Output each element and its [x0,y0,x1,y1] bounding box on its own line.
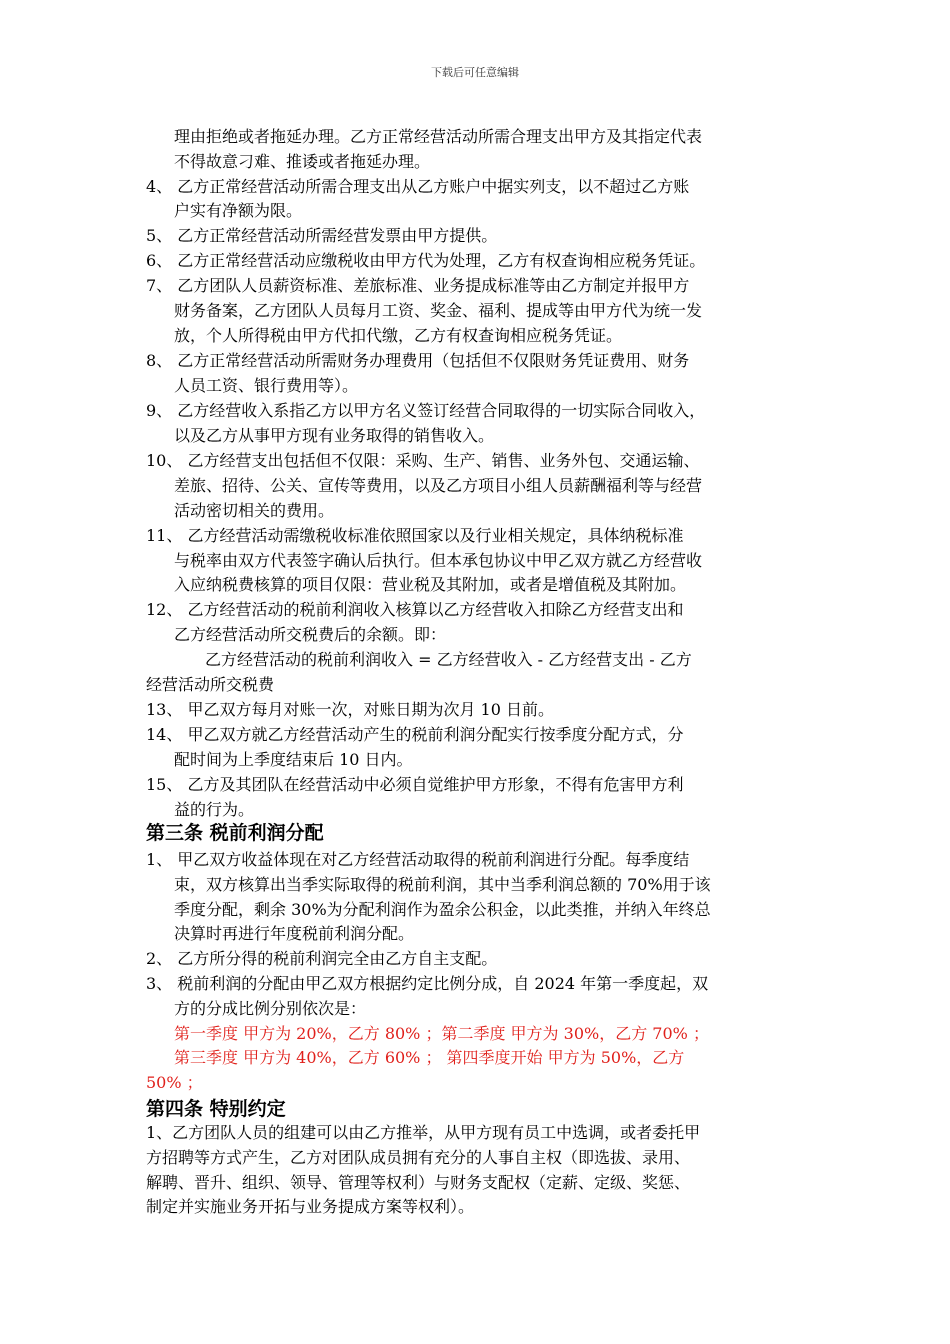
text-line: 解聘、晋升、组织、领导、管理等权利）与财务支配权（定薪、定级、奖惩、 [146,1173,691,1192]
text-line: 2、 乙方所分得的税前利润完全由乙方自主支配。 [146,949,498,968]
text-line: 季度分配，剩余 30%为分配利润作为盈余公积金，以此类推，并纳入年终总 [174,900,711,919]
text-line: 1、 甲乙双方收益体现在对乙方经营活动取得的税前利润进行分配。每季度结 [146,850,690,869]
text-line: 制定并实施业务开拓与业务提成方案等权利）。 [146,1197,475,1216]
text-line: 方的分成比例分别依次是： [174,999,367,1018]
text-line: 12、 乙方经营活动的税前利润收入核算以乙方经营收入扣除乙方经营支出和 [146,600,684,619]
text-line: 人员工资、银行费用等）。 [174,376,359,395]
text-line: 13、 甲乙双方每月对账一次，对账日期为次月 10 日前。 [146,700,554,719]
text-line: 10、 乙方经营支出包括但不仅限：采购、生产、销售、业务外包、交通运输、 [146,451,700,470]
text-line: 乙方经营活动的税前利润收入 = 乙方经营收入 - 乙方经营支出 - 乙方 [205,650,692,669]
text-line: 户实有净额为限。 [174,201,303,220]
text-line: 配时间为上季度结束后 10 日内。 [174,750,413,769]
text-line: 理由拒绝或者拖延办理。乙方正常经营活动所需合理支出甲方及其指定代表 [174,127,703,146]
text-line: 50% ； [146,1073,203,1092]
text-line: 11、 乙方经营活动需缴税收标准依照国家以及行业相关规定，具体纳税标准 [146,526,684,545]
text-line: 放，个人所得税由甲方代扣代缴，乙方有权查询相应税务凭证。 [174,326,623,345]
text-line: 3、 税前利润的分配由甲乙双方根据约定比例分成，自 2024 年第一季度起，双 [146,974,709,993]
text-line: 9、 乙方经营收入系指乙方以甲方名义签订经营合同取得的一切实际合同收入， [146,401,706,420]
text-line: 不得故意刁难、推诿或者拖延办理。 [174,152,431,171]
text-line: 财务备案，乙方团队人员每月工资、奖金、福利、提成等由甲方代为统一发 [174,301,703,320]
text-line: 6、 乙方正常经营活动应缴税收由甲方代为处理，乙方有权查询相应税务凭证。 [146,251,706,270]
text-line: 束，双方核算出当季实际取得的税前利润，其中当季利润总额的 70%用于该 [174,875,711,894]
text-line: 方招聘等方式产生，乙方对团队成员拥有充分的人事自主权（即选拔、录用、 [146,1148,691,1167]
text-line: 1、乙方团队人员的组建可以由乙方推举，从甲方现有员工中选调，或者委托甲 [146,1123,701,1142]
text-line: 8、 乙方正常经营活动所需财务办理费用（包括但不仅限财务凭证费用、财务 [146,351,690,370]
text-line: 入应纳税费核算的项目仅限：营业税及其附加，或者是增值税及其附加。 [174,575,687,594]
text-line: 第三季度 甲方为 40%，乙方 60% ； 第四季度开始 甲方为 50%，乙方 [174,1048,685,1067]
text-line: 经营活动所交税费 [146,675,275,694]
text-line: 乙方经营活动所交税费后的余额。即： [174,625,447,644]
text-line: 活动密切相关的费用。 [174,501,335,520]
text-line: 4、 乙方正常经营活动所需合理支出从乙方账户中据实列支，以不超过乙方账 [146,177,690,196]
page-header: 下载后可任意编辑 [431,66,519,79]
text-line: 差旅、招待、公关、宣传等费用，以及乙方项目小组人员薪酬福利等与经营 [174,476,703,495]
section-heading: 第四条 特别约定 [146,1098,286,1120]
text-line: 7、 乙方团队人员薪资标准、差旅标准、业务提成标准等由乙方制定并报甲方 [146,276,690,295]
text-line: 益的行为。 [174,800,255,819]
text-line: 14、 甲乙双方就乙方经营活动产生的税前利润分配实行按季度分配方式，分 [146,725,684,744]
text-line: 以及乙方从事甲方现有业务取得的销售收入。 [174,426,495,445]
text-line: 决算时再进行年度税前利润分配。 [174,924,415,943]
section-heading: 第三条 税前利润分配 [146,822,324,844]
text-line: 5、 乙方正常经营活动所需经营发票由甲方提供。 [146,226,498,245]
text-line: 第一季度 甲方为 20%，乙方 80% ；第二季度 甲方为 30%，乙方 70% ； [174,1024,709,1043]
text-line: 与税率由双方代表签字确认后执行。但本承包协议中甲乙双方就乙方经营收 [174,551,703,570]
text-line: 15、 乙方及其团队在经营活动中必须自觉维护甲方形象，不得有危害甲方利 [146,775,684,794]
